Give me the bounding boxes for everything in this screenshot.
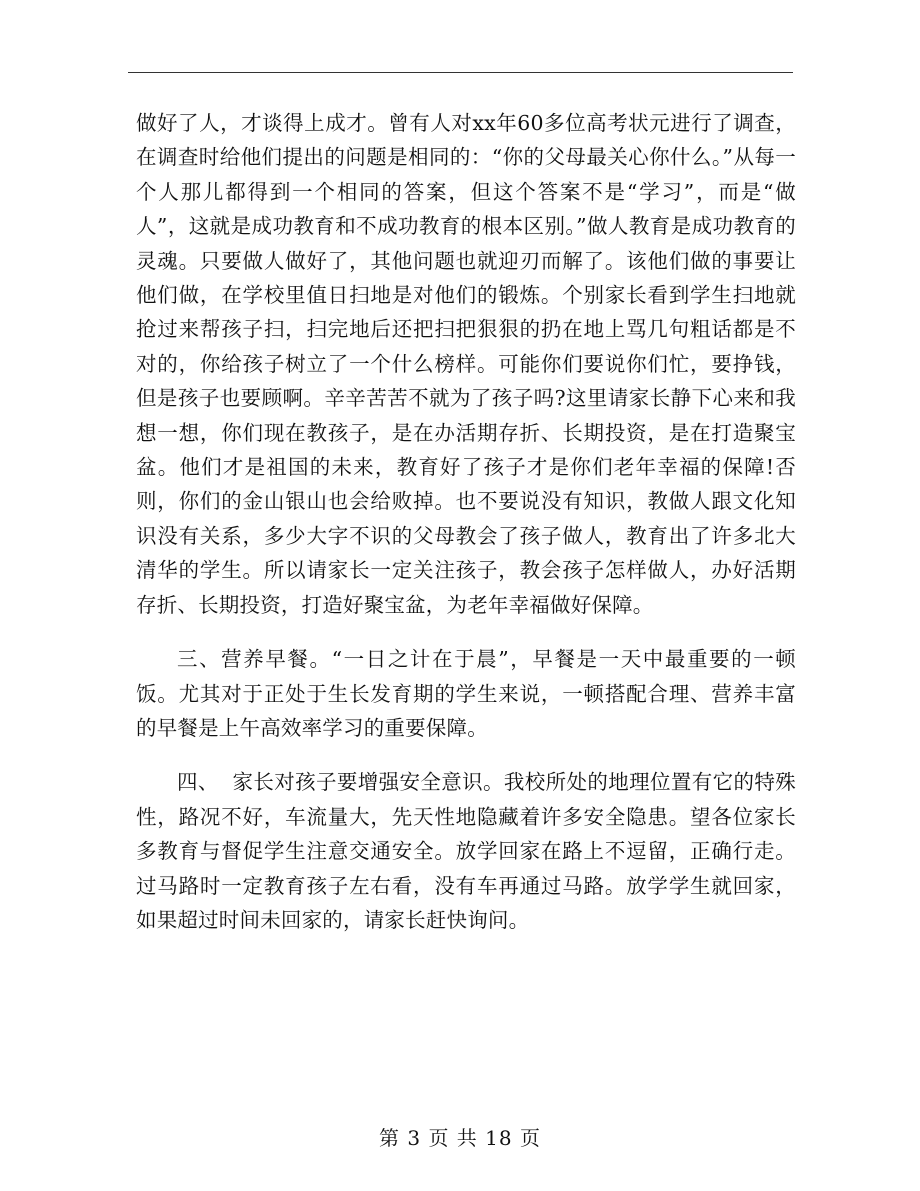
header-rule bbox=[128, 72, 793, 73]
paragraph-making-people: 做好了人，才谈得上成才。曾有人对xx年60多位高考状元进行了调查，在调查时给他们提出的问题是相同的：“你的父母最关心你什么。”从每一个人那儿都得到一个相同的答案，但这个答案不是“学习”，而是“做人”，这就是成功教育和不成功教育的根本区别。”做人教育是成功教育的灵魂。只要做人做好了，其他问题也就迎刃而解了。该他们做的事要让他们做，在学校里值日扫地是对他们的锻炼。个别家长看到学生扫地就抢过来帮孩子扫，扫完地后还把扫把狠狠的扔在地上骂几句粗话都是不对的，你给孩子树立了一个什么榜样。可能你们要说你们忙，要挣钱，但是孩子也要顾啊。辛辛苦苦不就为了孩子吗?这里请家长静下心来和我想一想，你们现在教孩子，是在办活期存折、长期投资，是在打造聚宝盆。他们才是祖国的未来，教育好了孩子才是你们老年幸福的保障!否则，你们的金山银山也会给败掉。也不要说没有知识，教做人跟文化知识没有关系，多少大字不识的父母教会了孩子做人，教育出了许多北大清华的学生。所以请家长一定关注孩子，教会孩子怎样做人，办好活期存折、长期投资，打造好聚宝盆，为老年幸福做好保障。 bbox=[136, 111, 796, 617]
paragraph-nutritious-breakfast: 三、营养早餐。“一日之计在于晨”，早餐是一天中最重要的一顿饭。尤其对于正处于生长发育期的学生来说，一顿搭配合理、营养丰富的早餐是上午高效率学习的重要保障。 bbox=[136, 647, 796, 740]
paragraph-gap bbox=[136, 622, 796, 642]
paragraph-gap bbox=[136, 745, 796, 765]
paragraph-safety-awareness: 四、 家长对孩子要增强安全意识。我校所处的地理位置有它的特殊性，路况不好，车流量大，先天性地隐藏着许多安全隐患。望各位家长多教育与督促学生注意交通安全。放学回家在路上不逗留，正确行走。过马路时一定教育孩子左右看，没有车再通过马路。放学学生就回家，如果超过时间未回家的，请家长赶快询问。 bbox=[136, 770, 796, 932]
page-number-footer: 第 3 页 共 18 页 bbox=[379, 1126, 541, 1150]
document-body bbox=[136, 106, 796, 937]
